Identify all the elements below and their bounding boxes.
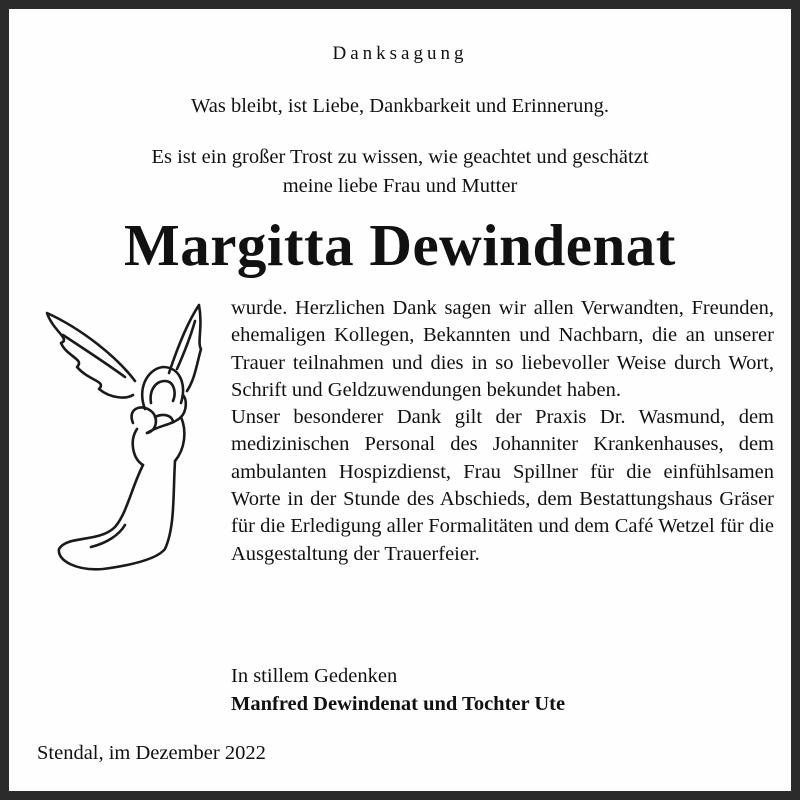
place-date: Stendal, im Dezember 2022 [37,742,266,764]
intro-line-2: meine liebe Frau und Mutter [282,175,518,197]
intro-line-1: Es ist ein großer Trost zu wissen, wie geachtet und geschätzt [151,146,649,168]
thank-you-text [231,295,774,568]
closing-phrase: In stillem Gedenken [231,665,398,687]
thank-you-paragraph-2: Unser besonderer Dank gilt der Praxis Dr. Wasmund, dem medizinischen Personal des Johanniter Krankenhauses, dem ambulanten Hospizdienst, Frau Spillner für die einfühlsamen Worte in der Stunde des Abschieds, dem Bestattungshaus Gräser für die Erledigung aller Formalitäten und dem Café Wetzel für die Ausgestaltung der Trauerfeier. [231,406,774,565]
angel-icon [37,299,207,579]
closing-block [231,662,565,718]
thank-you-paragraph-1: wurde. Herzlichen Dank sagen wir allen Verwandten, Freunden, ehemaligen Kollegen, Bekannten und Nachbarn, die an unserer Trauer teilnahmen und dies in so liebevoller Weise durch Wort, Schrift und Geldzuwendungen bekundet haben. [231,297,774,401]
notice-heading: Danksagung [332,43,468,64]
notice-motto: Was bleibt, ist Liebe, Dankbarkeit und Erinnerung. [191,95,609,117]
notice-intro [9,143,791,201]
signers: Manfred Dewindenat und Tochter Ute [231,693,566,715]
deceased-name: Margitta Dewindenat [124,212,676,278]
